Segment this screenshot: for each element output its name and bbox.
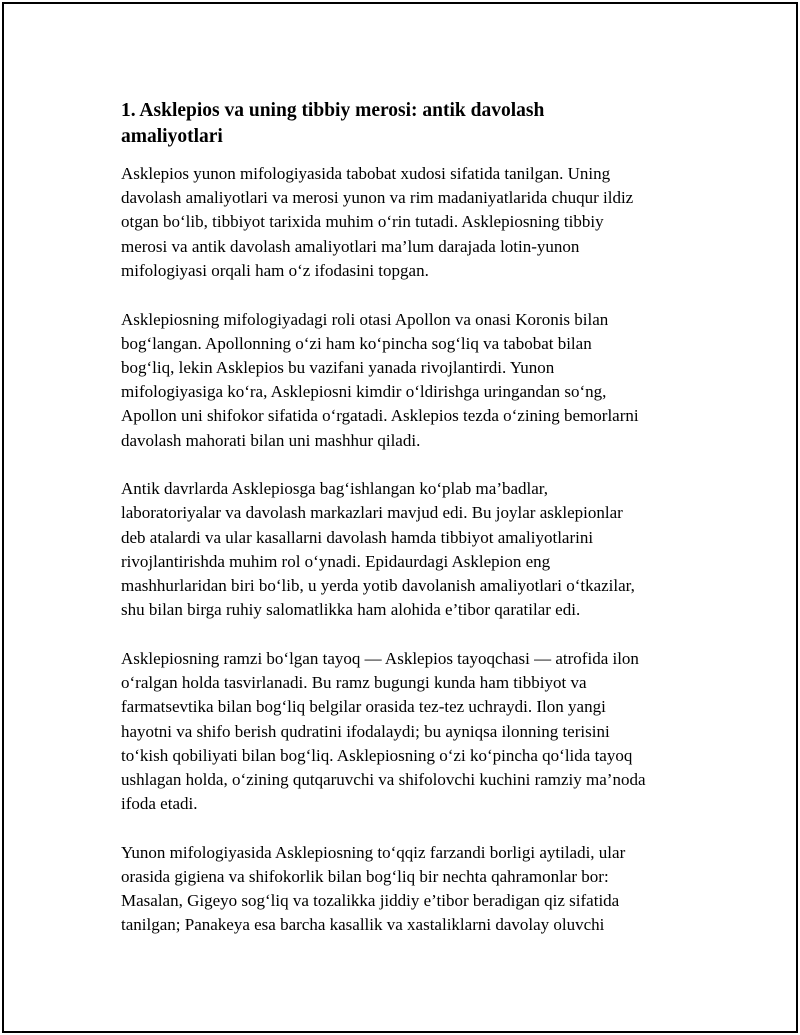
paragraph-children: Yunon mifologiyasida Asklepiosning to‘qqiz farzandi borligi aytiladi, ular orasida gigiena va shifokorlik bilan bog‘liq bir nechta qahramonlar bor: Masalan, Gigeyo sog‘liq va tozalikka jiddiy e’tibor beradigan qiz sifatida tanilgan; Panakeya esa barcha kasallik va xastaliklarni davolay oluvchi bbox=[121, 842, 626, 935]
document-body bbox=[121, 98, 701, 962]
page-frame bbox=[2, 2, 798, 1033]
paragraph-rod-symbol: Asklepiosning ramzi bo‘lgan tayoq — Asklepios tayoqchasi — atrofida ilon o‘ralgan holda tasvirlanadi. Bu ramz bugungi kunda ham tibbiyot va farmatsevtika bilan bog‘liq belgilar orasida tez-tez uchraydi. Ilon yangi hayotni va shifo berish qudratini ifodalaydi; bu ayniqsa ilonning terisini to‘kish qobiliyati bilan bog‘liq. Asklepiosning o‘zi ko‘pincha qo‘lida tayoq ushlagan holda, o‘zining qutqaruvchi va shifolovchi kuchini ramziy ma’noda ifoda etadi. bbox=[121, 648, 646, 814]
paragraph-asklepions: Antik davrlarda Asklepiosga bag‘ishlangan ko‘plab ma’badlar, laboratoriyalar va davolash markazlari mavjud edi. Bu joylar asklepionlar deb atalardi va ular kasallarni davolash hamda tibbiyot amaliyotlarini rivojlantirishda muhim rol o‘ynadi. Epidaurdagi Asklepion eng mashhurlaridan biri bo‘lib, u yerda yotib davolanish amaliyotlari o‘tkazilar, shu bilan birga ruhiy salomatlikka ham alohida e’tibor qaratilar edi. bbox=[121, 479, 635, 620]
section-heading: 1. Asklepios va uning tibbiy merosi: antik davolash amaliyotlari bbox=[121, 100, 545, 147]
paragraph-mythology-role: Asklepiosning mifologiyadagi roli otasi Apollon va onasi Koronis bilan bog‘langan. Apollonning o‘zi ham ko‘pincha sog‘liq va tabobat bilan bog‘liq, lekin Asklepios bu vazifani yanada rivojlantirdi. Yunon mifologiyasiga ko‘ra, Asklepiosni kimdir o‘ldirishga uringandan so‘ng, Apollon uni shifokor sifatida o‘rgatadi. Asklepios tezda o‘zining bemorlarni davolash mahorati bilan uni mashhur qiladi. bbox=[121, 309, 639, 450]
paragraph-intro: Asklepios yunon mifologiyasida tabobat xudosi sifatida tanilgan. Uning davolash amaliyotlari va merosi yunon va rim madaniyatlarida chuqur ildiz otgan bo‘lib, tibbiyot tarixida muhim o‘rin tutadi. Asklepiosning tibbiy merosi va antik davolash amaliyotlari ma’lum darajada lotin-yunon mifologiyasi orqali ham o‘z ifodasini topgan. bbox=[121, 164, 634, 280]
